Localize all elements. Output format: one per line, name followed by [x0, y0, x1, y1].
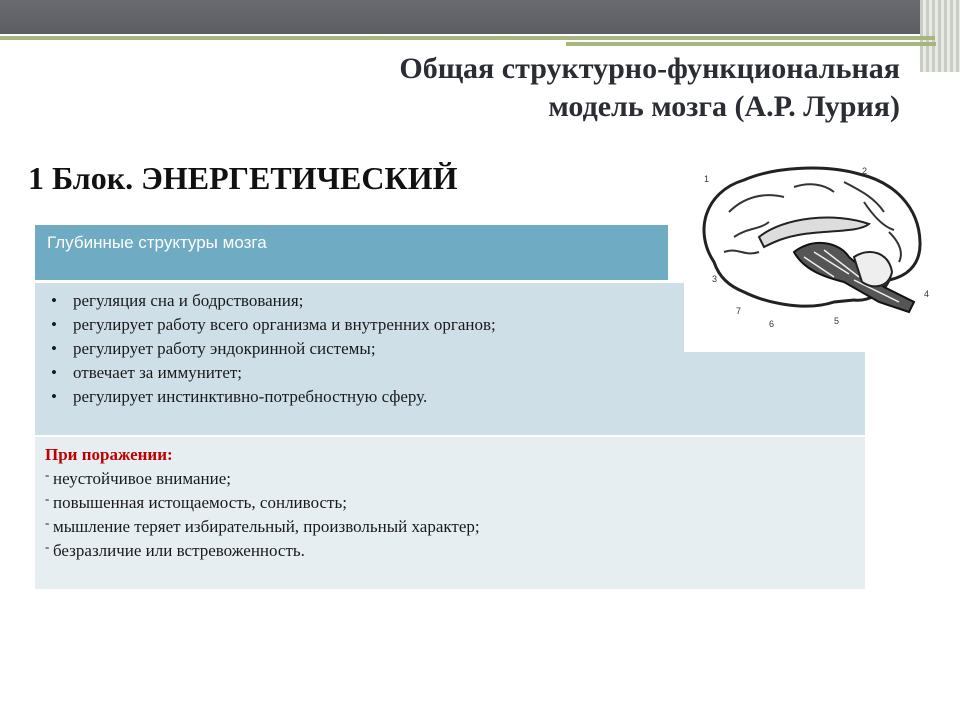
damage-panel: [35, 437, 865, 589]
brain-illustration: [684, 152, 944, 352]
accent-line-short: [566, 42, 936, 46]
list-item: - повышенная истощаемость, сонливость;: [45, 491, 855, 515]
brain-label: 6: [769, 319, 775, 329]
top-bar: [0, 0, 960, 34]
list-item: - неустойчивое внимание;: [45, 467, 855, 491]
list-item: • регулирует инстинктивно-потребностную сферу.: [47, 385, 853, 409]
damage-title: При поражении:: [45, 445, 173, 464]
brain-label: 4: [924, 289, 930, 299]
title-line-2: модель мозга (А.Р. Лурия): [548, 90, 900, 123]
brain-label: 2: [862, 166, 868, 176]
title-line-1: Общая структурно-функциональная: [399, 52, 900, 85]
list-item: - мышление теряет избирательный, произвольный характер;: [45, 515, 855, 539]
list-item: • регуляция сна и бодрствования;: [47, 289, 853, 313]
brain-label: 1: [704, 174, 710, 184]
block-heading: 1 Блок. ЭНЕРГЕТИЧЕСКИЙ: [28, 160, 458, 196]
accent-line: [0, 36, 935, 40]
list-item: • регулирует работу всего организма и внутренних органов;: [47, 313, 853, 337]
slide-title: [200, 50, 900, 126]
brain-label: 5: [834, 316, 840, 326]
brain-label: 3: [712, 274, 718, 284]
damage-list: [45, 467, 855, 563]
list-item: • отвечает за иммунитет;: [47, 361, 853, 385]
list-item: • регулирует работу эндокринной системы;: [47, 337, 853, 361]
panel-header: Глубинные структуры мозга: [35, 225, 668, 280]
list-item: - безразличие или встревоженность.: [45, 539, 855, 563]
brain-label: 7: [736, 306, 742, 316]
